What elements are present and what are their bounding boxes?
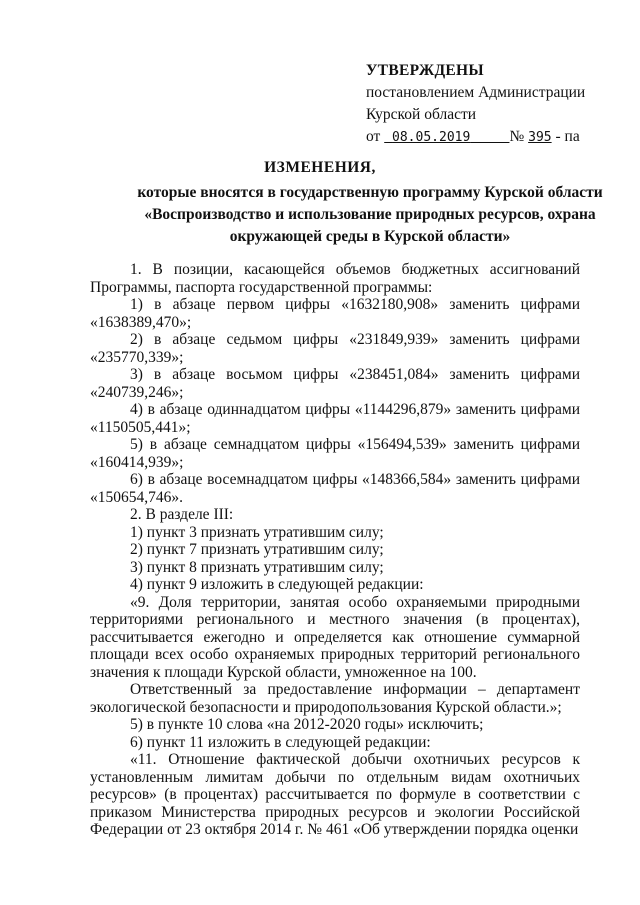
paragraph: 3) в абзаце восьмом цифры «238451,084» заменить цифрами «240739,246»;: [90, 366, 580, 401]
document-title: ИЗМЕНЕНИЯ,: [264, 159, 376, 176]
paragraph: 1. В позиции, касающейся объемов бюджетных ассигнований Программы, паспорта государственной программы:: [90, 261, 580, 296]
paragraph: 6) в абзаце восемнадцатом цифры «148366,584» заменить цифрами «150654,746».: [90, 471, 580, 506]
approval-date-line: [366, 126, 636, 149]
approval-date: 08.05.2019: [392, 130, 471, 145]
paragraph: Ответственный за предоставление информации – департамент экологической безопасности и природопользования Курской области.»;: [90, 681, 580, 716]
approval-stamp: [366, 60, 636, 149]
approval-line-2: Курской области: [366, 106, 477, 123]
paragraph: 6) пункт 11 изложить в следующей редакции:: [130, 733, 431, 751]
paragraph: 2) пункт 7 признать утратившим силу;: [130, 541, 384, 558]
paragraph: «11. Отношение фактической добычи охотничьих ресурсов к установленным лимитам добычи по отдельным видам охотничьих ресурсов» (в процентах) рассчитывается по формуле в соответствии с приказом Министерства природных ресурсов и экологии Российской Федерации от 23 октября 2014 г. № 461 «Об утверждении порядка оценки: [90, 751, 580, 838]
approval-line-1: постановлением Администрации: [366, 84, 586, 101]
paragraph: 4) пункт 9 изложить в следующей редакции:: [130, 576, 424, 593]
number-suffix: - па: [555, 128, 580, 145]
paragraph: 5) в пункте 10 слова «на 2012-2020 годы» исключить;: [130, 716, 484, 733]
paragraph: 2) в абзаце седьмом цифры «231849,939» заменить цифрами «235770,339»;: [90, 331, 580, 366]
document-body: [90, 261, 580, 839]
number-prefix: №: [509, 128, 525, 145]
paragraph: 3) пункт 8 признать утратившим силу;: [130, 558, 384, 576]
document-subtitle: которые вносятся в государственную программу Курской области «Воспроизводство и использование природных ресурсов, охрана окружающей среды в Курской области»: [137, 184, 603, 245]
paragraph: 1) пункт 3 признать утратившим силу;: [130, 523, 384, 541]
paragraph: 1) в абзаце первом цифры «1632180,908» заменить цифрами «1638389,470»;: [90, 296, 580, 331]
paragraph: 2. В разделе III:: [130, 506, 234, 523]
paragraph: «9. Доля территории, занятая особо охраняемыми природными территориями регионального и местного значения (в процентах), рассчитывается ежегодно и определяется как отношение суммарной площади всех особо охраняемых природных территорий регионального значения к площади Курской области, умноженное на 100.: [90, 593, 580, 681]
date-prefix: от: [366, 128, 381, 145]
paragraph: 4) в абзаце одиннадцатом цифры «1144296,879» заменить цифрами «1150505,441»;: [90, 401, 580, 436]
paragraph: 5) в абзаце семнадцатом цифры «156494,539» заменить цифрами «160414,939»;: [90, 436, 580, 471]
approval-number: 395: [528, 130, 552, 145]
approval-heading: УТВЕРЖДЕНЫ: [366, 62, 484, 79]
